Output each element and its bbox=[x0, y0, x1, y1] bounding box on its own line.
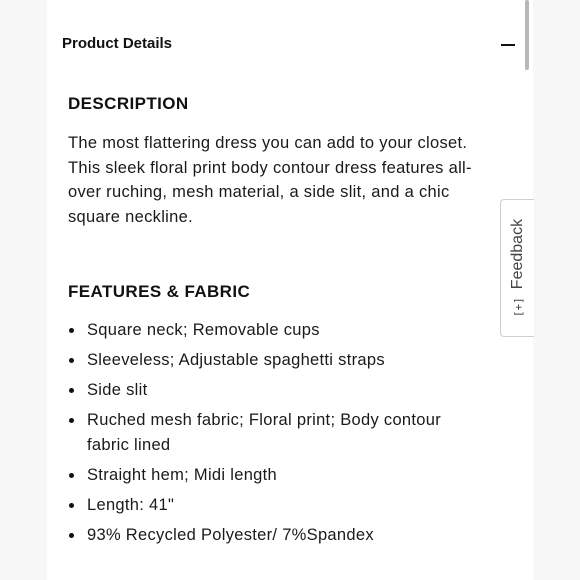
description-line: square neckline. bbox=[68, 207, 193, 226]
list-item-text: Straight hem; Midi length bbox=[87, 465, 278, 484]
features-heading: FEATURES & FABRIC bbox=[68, 282, 251, 301]
product-details-accordion-header[interactable] bbox=[62, 24, 517, 64]
list-item bbox=[68, 463, 488, 488]
features-list bbox=[68, 318, 488, 553]
list-item-text-continued: fabric lined bbox=[87, 435, 171, 454]
feedback-tab-content bbox=[509, 219, 527, 317]
accordion-title: Product Details bbox=[62, 35, 173, 52]
bullet-icon bbox=[69, 388, 74, 393]
list-item-text: Length: 41" bbox=[87, 495, 175, 514]
list-item-text: Sleeveless; Adjustable spaghetti straps bbox=[87, 351, 385, 369]
feedback-label: Feedback bbox=[508, 218, 526, 290]
bullet-icon bbox=[69, 533, 74, 538]
list-item bbox=[68, 318, 488, 343]
feedback-icon: [+] bbox=[511, 297, 524, 318]
scrollbar-thumb[interactable] bbox=[525, 0, 529, 70]
minus-icon[interactable] bbox=[501, 44, 515, 46]
list-item bbox=[68, 378, 488, 403]
description-line: over ruching, mesh material, a side slit, and a chic bbox=[68, 183, 450, 201]
list-item-text: Square neck; Removable cups bbox=[87, 321, 320, 339]
list-item bbox=[68, 408, 488, 457]
description-heading: DESCRIPTION bbox=[68, 94, 189, 113]
description-line: This sleek floral print body contour dress features all- bbox=[68, 158, 472, 177]
bullet-icon bbox=[69, 328, 74, 333]
bullet-icon bbox=[69, 473, 74, 478]
bullet-icon bbox=[69, 358, 74, 363]
bullet-icon bbox=[69, 418, 74, 423]
list-item bbox=[68, 493, 488, 518]
feedback-tab[interactable] bbox=[500, 199, 534, 337]
list-item bbox=[68, 348, 488, 373]
description-text bbox=[68, 131, 518, 229]
list-item bbox=[68, 523, 488, 548]
description-line: The most flattering dress you can add to your closet. bbox=[68, 134, 468, 152]
product-details-panel bbox=[47, 0, 533, 580]
list-item-text: Side slit bbox=[87, 381, 148, 399]
bullet-icon bbox=[69, 503, 74, 508]
list-item-text: Ruched mesh fabric; Floral print; Body contour bbox=[87, 411, 442, 429]
list-item-text: 93% Recycled Polyester/ 7%Spandex bbox=[87, 525, 374, 544]
